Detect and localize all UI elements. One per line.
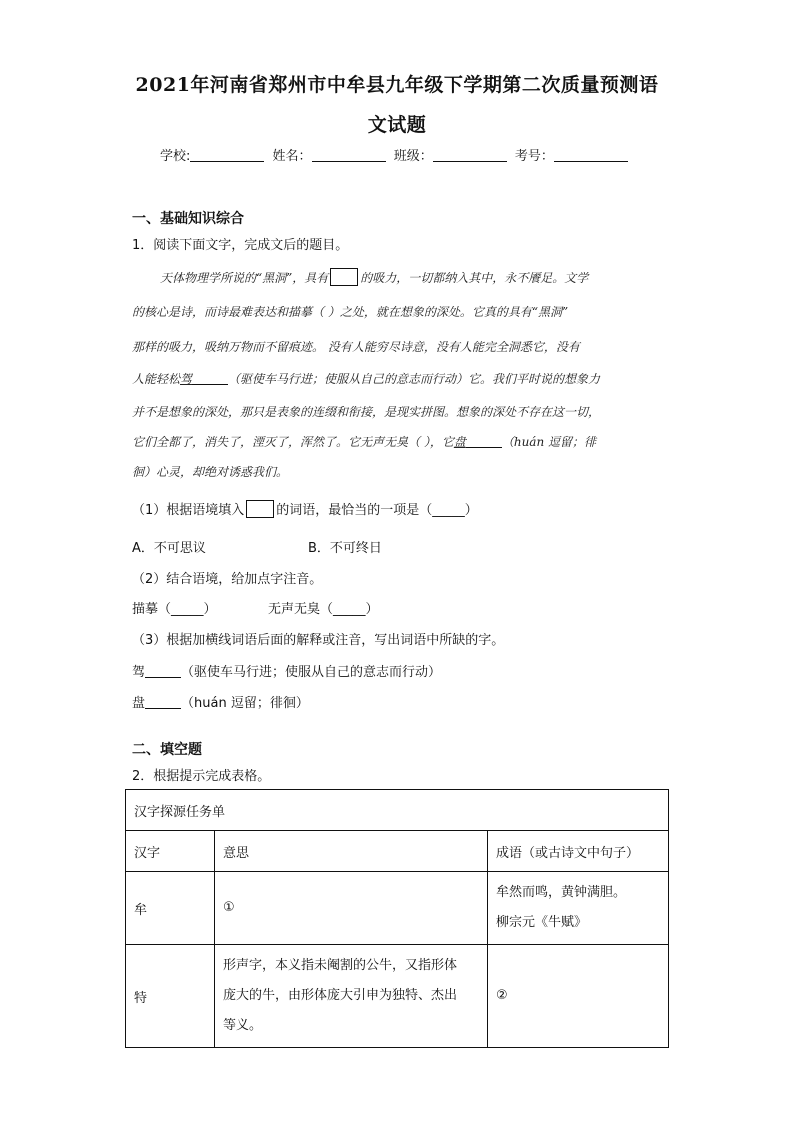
fill-blank[interactable] (145, 708, 181, 709)
fill-note: （驱使车马行进；使服从自己的意志而行动） (181, 665, 442, 680)
section1-heading: 一、基础知识综合 (132, 211, 244, 227)
header-idiom: 成语（或古诗文中句子） (488, 831, 669, 872)
header-meaning: 意思 (215, 831, 488, 872)
fill-blank[interactable] (145, 677, 181, 678)
fill-item2 (132, 692, 309, 711)
blank-box[interactable] (330, 268, 358, 286)
cell-line: 柳宗元《牛赋》 (496, 915, 588, 930)
passage-line2: 的核心是诗，而诗最难表达和描摹（ ）之处，就在想象的深处。它真的具有“黑洞” (132, 305, 569, 319)
pinyin-item1[interactable]: 描摹（_____） (132, 602, 217, 617)
question1-prompt: 1．阅读下面文字，完成文后的题目。 (132, 238, 349, 253)
cell-line: ② (496, 988, 508, 1003)
table-header-row (126, 831, 669, 872)
table-title: 汉字探源任务单 (126, 790, 669, 831)
cell-line: ① (223, 900, 235, 915)
fill-note: （huán 逗留；徘徊） (181, 696, 309, 711)
option-a[interactable]: A．不可思议 (132, 541, 206, 556)
name-blank[interactable] (312, 161, 386, 162)
passage-text: 天体物理学所说的“黑洞”，具有 (160, 271, 329, 285)
option-b[interactable]: B．不可终日 (308, 541, 382, 556)
task-table (125, 789, 669, 1048)
fill-blank[interactable] (192, 384, 228, 385)
table-row (126, 945, 669, 1048)
document-title-line1: 2021年河南省郑州市中牟县九年级下学期第二次质量预测语 (135, 74, 659, 96)
class-label: 班级： (393, 149, 433, 164)
fill-item1 (132, 661, 441, 680)
cell-line: 牟然而鸣，黄钟满胆。 (496, 885, 627, 900)
passage-line3: 那样的吸力，吸纳万物而不留痕迹。 没有人能穷尽诗意，没有人能完全洞悉它，没有 (132, 340, 580, 354)
underlined-word: 驾 (180, 372, 193, 386)
fill-word: 盘 (132, 696, 146, 711)
passage-line7: 徊）心灵，却绝对诱惑我们。 (132, 465, 289, 479)
cell-line: 庞大的牛，由形体庞大引申为独特、杰出 (223, 988, 458, 1003)
subquestion-text: （1）根据语境填入 (132, 503, 245, 518)
table-title-row (126, 790, 669, 831)
class-blank[interactable] (433, 161, 507, 162)
blank-box (246, 500, 274, 518)
passage-line1 (160, 268, 700, 286)
school-blank[interactable] (190, 161, 264, 162)
exam-no-blank[interactable] (554, 161, 628, 162)
school-label: 学校: (160, 149, 191, 164)
header-char: 汉字 (126, 831, 215, 872)
passage-line4 (132, 370, 672, 387)
cell-line: 形声字，本义指未阉割的公牛，又指形体 (223, 958, 458, 973)
subquestion-text: 的词语，最恰当的一项是（_____） (276, 503, 478, 518)
student-info-row (160, 145, 632, 164)
document-title-line2: 文试题 (367, 114, 427, 136)
subquestion1 (132, 499, 478, 518)
passage-text: （huán 逗留；徘 (501, 435, 596, 449)
name-label: 姓名： (272, 149, 312, 164)
passage-text: （驱使车马行进；使服从自己的意志而行动）它。我们平时说的想象力 (228, 372, 601, 386)
fill-blank[interactable] (466, 447, 502, 448)
cell-char: 牟 (126, 872, 215, 945)
subquestion3: （3）根据加横线词语后面的解释或注音，写出词语中所缺的字。 (132, 633, 505, 648)
cell-char: 特 (126, 945, 215, 1048)
cell-idiom[interactable] (488, 945, 669, 1048)
underlined-word: 盘 (453, 435, 466, 449)
cell-meaning[interactable] (215, 872, 488, 945)
table-row (126, 872, 669, 945)
subquestion2: （2）结合语境，给加点字注音。 (132, 572, 323, 587)
section2-heading: 二、填空题 (132, 742, 202, 758)
passage-text: 人能轻松 (132, 372, 181, 386)
passage-line6 (132, 433, 672, 450)
cell-meaning (215, 945, 488, 1048)
question2-prompt: 2．根据提示完成表格。 (132, 769, 271, 784)
passage-text: 它们全都了，消失了，湮灭了，浑然了。它无声无臭（ ），它 (132, 435, 454, 449)
passage-line5: 并不是想象的深处，那只是表象的连缀和衔接，是现实拼图。想象的深处不存在这一切， (132, 405, 601, 419)
cell-line: 等义。 (223, 1018, 263, 1033)
cell-idiom (488, 872, 669, 945)
exam-no-label: 考号： (514, 149, 554, 164)
pinyin-item2[interactable]: 无声无臭（_____） (268, 602, 379, 617)
fill-word: 驾 (132, 665, 146, 680)
passage-text: 的吸力，一切都纳入其中，永不餍足。文学 (360, 271, 589, 285)
